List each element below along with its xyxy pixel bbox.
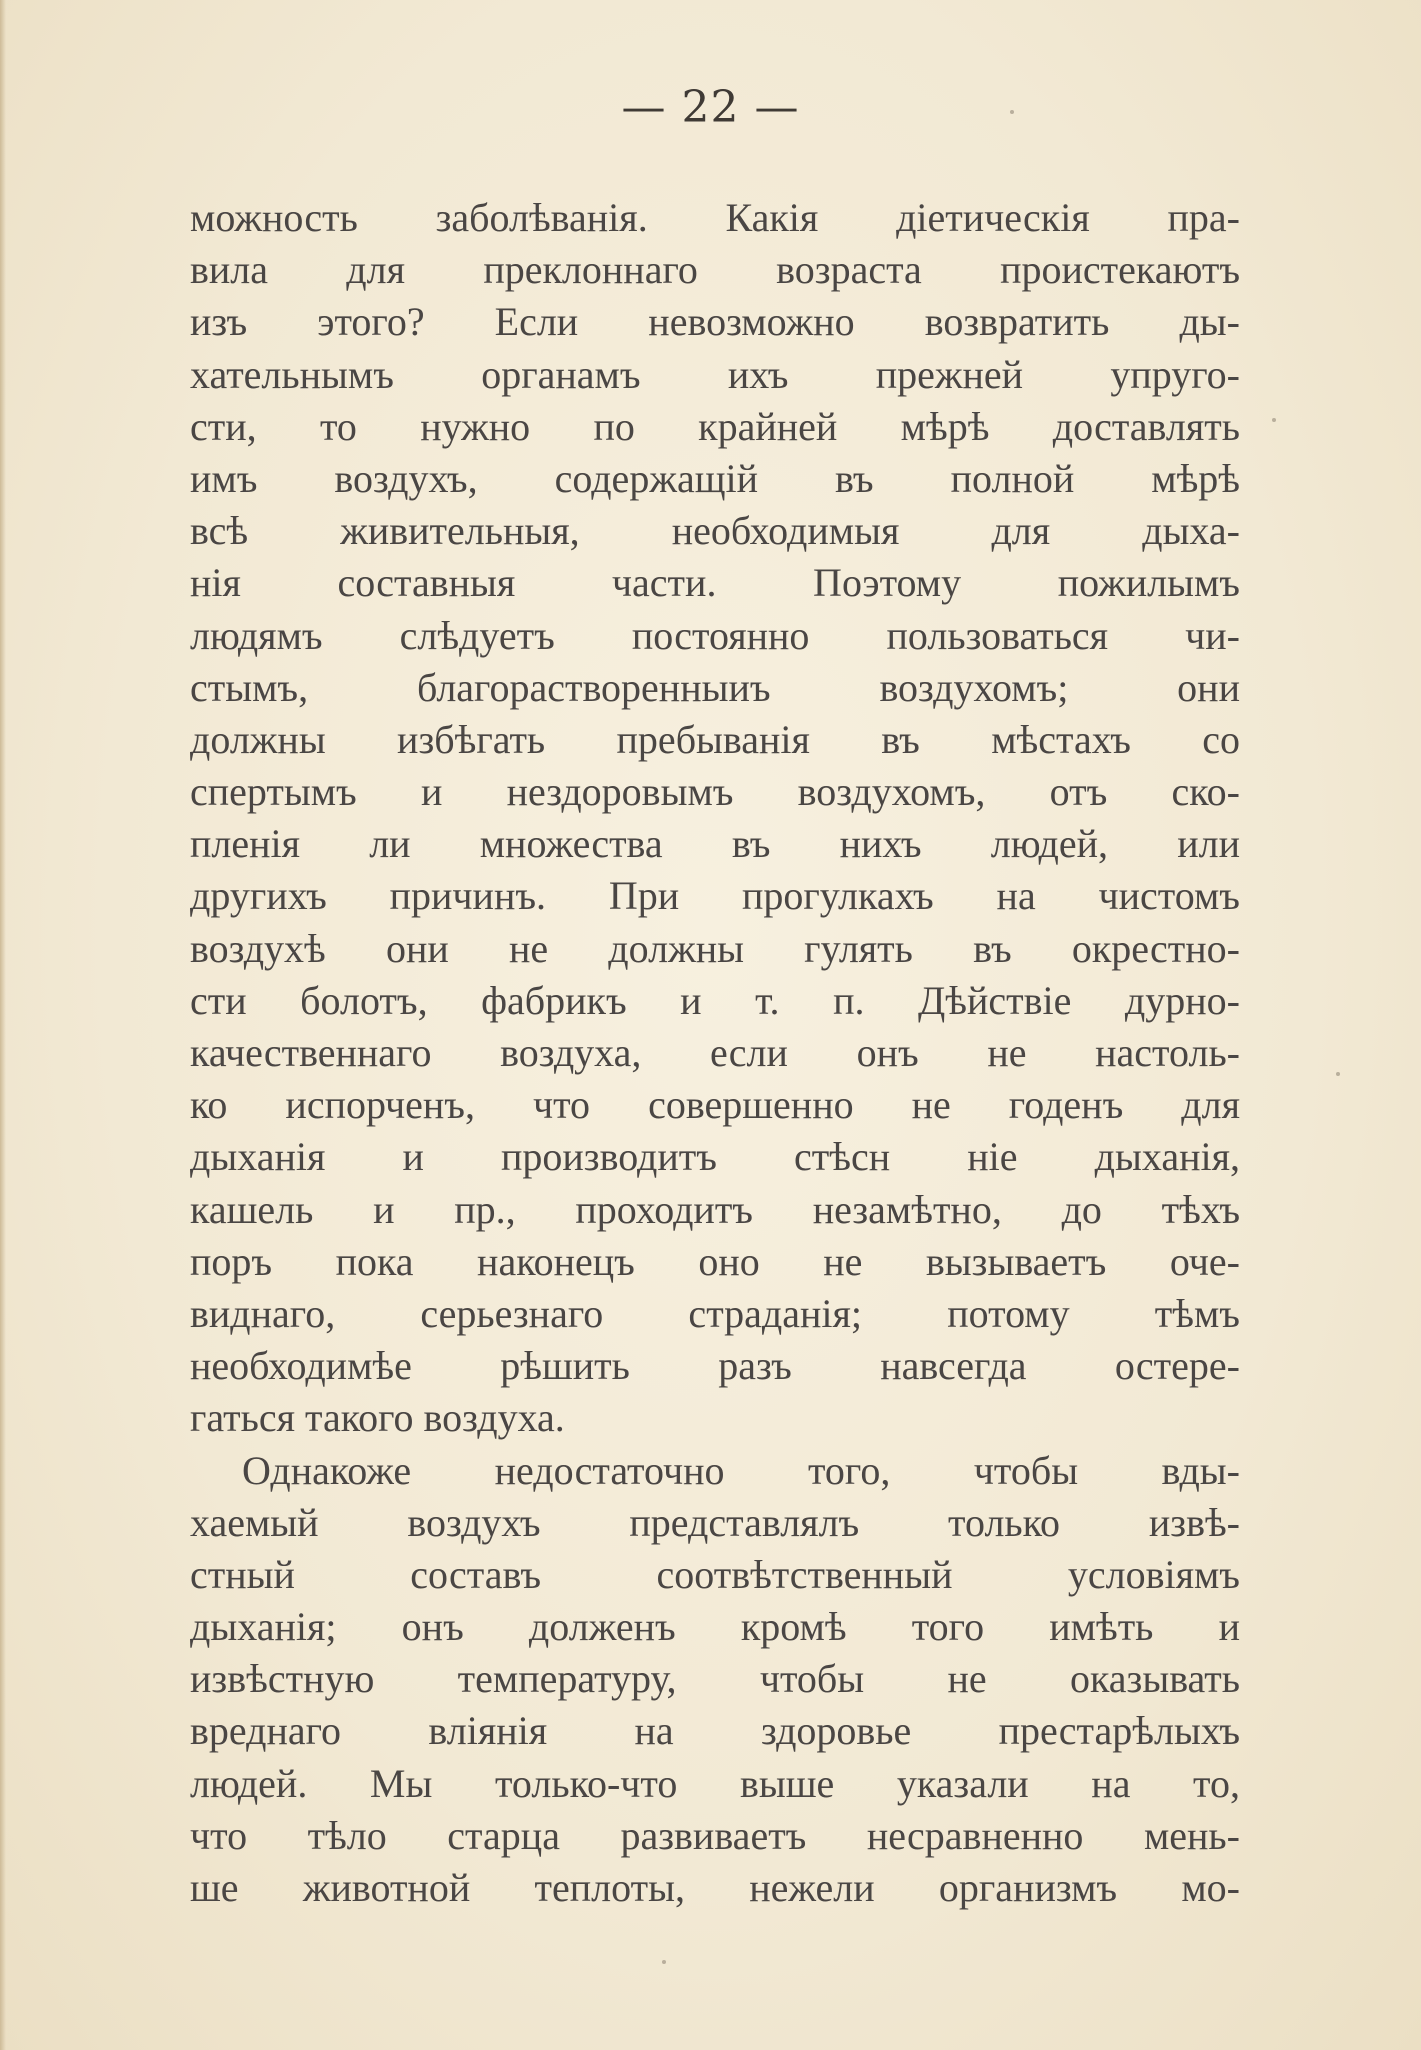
text-line: сти болотъ, фабрикъ и т. п. Дѣйствіе дурно-: [190, 977, 1240, 1023]
text-line: хаемый воздухъ представлялъ только извѣ-: [190, 1499, 1240, 1545]
text-line: людямъ слѣдуетъ постоянно пользоваться чи-: [190, 612, 1240, 658]
text-line: стный составъ соотвѣтственный условіямъ: [190, 1551, 1240, 1597]
text-line: изъ этого? Если невозможно возвратить ды-: [190, 299, 1240, 345]
paragraph-start-line: Однакоже недостаточно того, чтобы вды-: [242, 1447, 1240, 1493]
text-line: вреднаго вліянія на здоровье престарѣлыхъ: [190, 1708, 1240, 1754]
text-line: хательнымъ органамъ ихъ прежней упруго-: [190, 351, 1240, 397]
text-line: воздухѣ они не должны гулять въ окрестно-: [190, 925, 1240, 971]
text-line: людей. Мы только-что выше указали на то,: [190, 1760, 1240, 1806]
paper-speck: [1010, 110, 1014, 114]
text-line: качественнаго воздуха, если онъ не настоль-: [190, 1030, 1240, 1075]
text-line: должны избѣгать пребыванія въ мѣстахъ со: [190, 716, 1240, 762]
text-line: виднаго, серьезнаго страданія; потому тѣмъ: [190, 1290, 1240, 1336]
text-line: нія составныя части. Поэтому пожилымъ: [190, 560, 1240, 606]
paper-speck: [662, 1960, 666, 1964]
text-line: поръ пока наконецъ оно не вызываетъ оче-: [190, 1238, 1240, 1284]
text-line: вила для преклоннаго возраста проистекаютъ: [190, 247, 1240, 293]
text-line: стымъ, благорастворенныиъ воздухомъ; они: [190, 664, 1240, 710]
text-line: можность заболѣванія. Какія діетическія пра-: [190, 195, 1240, 240]
page-number: — 22 —: [621, 82, 800, 133]
text-line: пленія ли множества въ нихъ людей, или: [190, 821, 1240, 867]
text-line: всѣ живительныя, необходимыя для дыха-: [190, 508, 1240, 554]
text-line: спертымъ и нездоровымъ воздухомъ, отъ ско-: [190, 769, 1240, 815]
paper-speck: [1272, 418, 1276, 422]
page-edge-shadow: [0, 0, 6, 2050]
text-line: необходимѣе рѣшить разъ навсегда остере-: [190, 1343, 1240, 1389]
text-line: дыханія и производитъ стѣсн ніе дыханія,: [190, 1134, 1240, 1180]
text-line: сти, то нужно по крайней мѣрѣ доставлять: [190, 403, 1240, 449]
text-line: ко испорченъ, что совершенно не годенъ для: [190, 1082, 1240, 1128]
paper-speck: [1336, 1072, 1340, 1076]
text-line: кашель и пр., проходитъ незамѣтно, до тѣхъ: [190, 1186, 1240, 1232]
text-line: имъ воздухъ, содержащій въ полной мѣрѣ: [190, 455, 1240, 501]
text-line: другихъ причинъ. При прогулкахъ на чистомъ: [190, 873, 1240, 919]
text-line: что тѣло старца развиваетъ несравненно мень-: [190, 1812, 1240, 1858]
paragraph-end-line: гаться такого воздуха.: [190, 1395, 565, 1441]
body-text: [190, 192, 1240, 1914]
text-line: дыханія; онъ долженъ кромѣ того имѣть и: [190, 1604, 1240, 1650]
text-line: ше животной теплоты, нежели организмъ мо-: [190, 1865, 1240, 1910]
text-line: извѣстную температуру, чтобы не оказывать: [190, 1656, 1240, 1702]
